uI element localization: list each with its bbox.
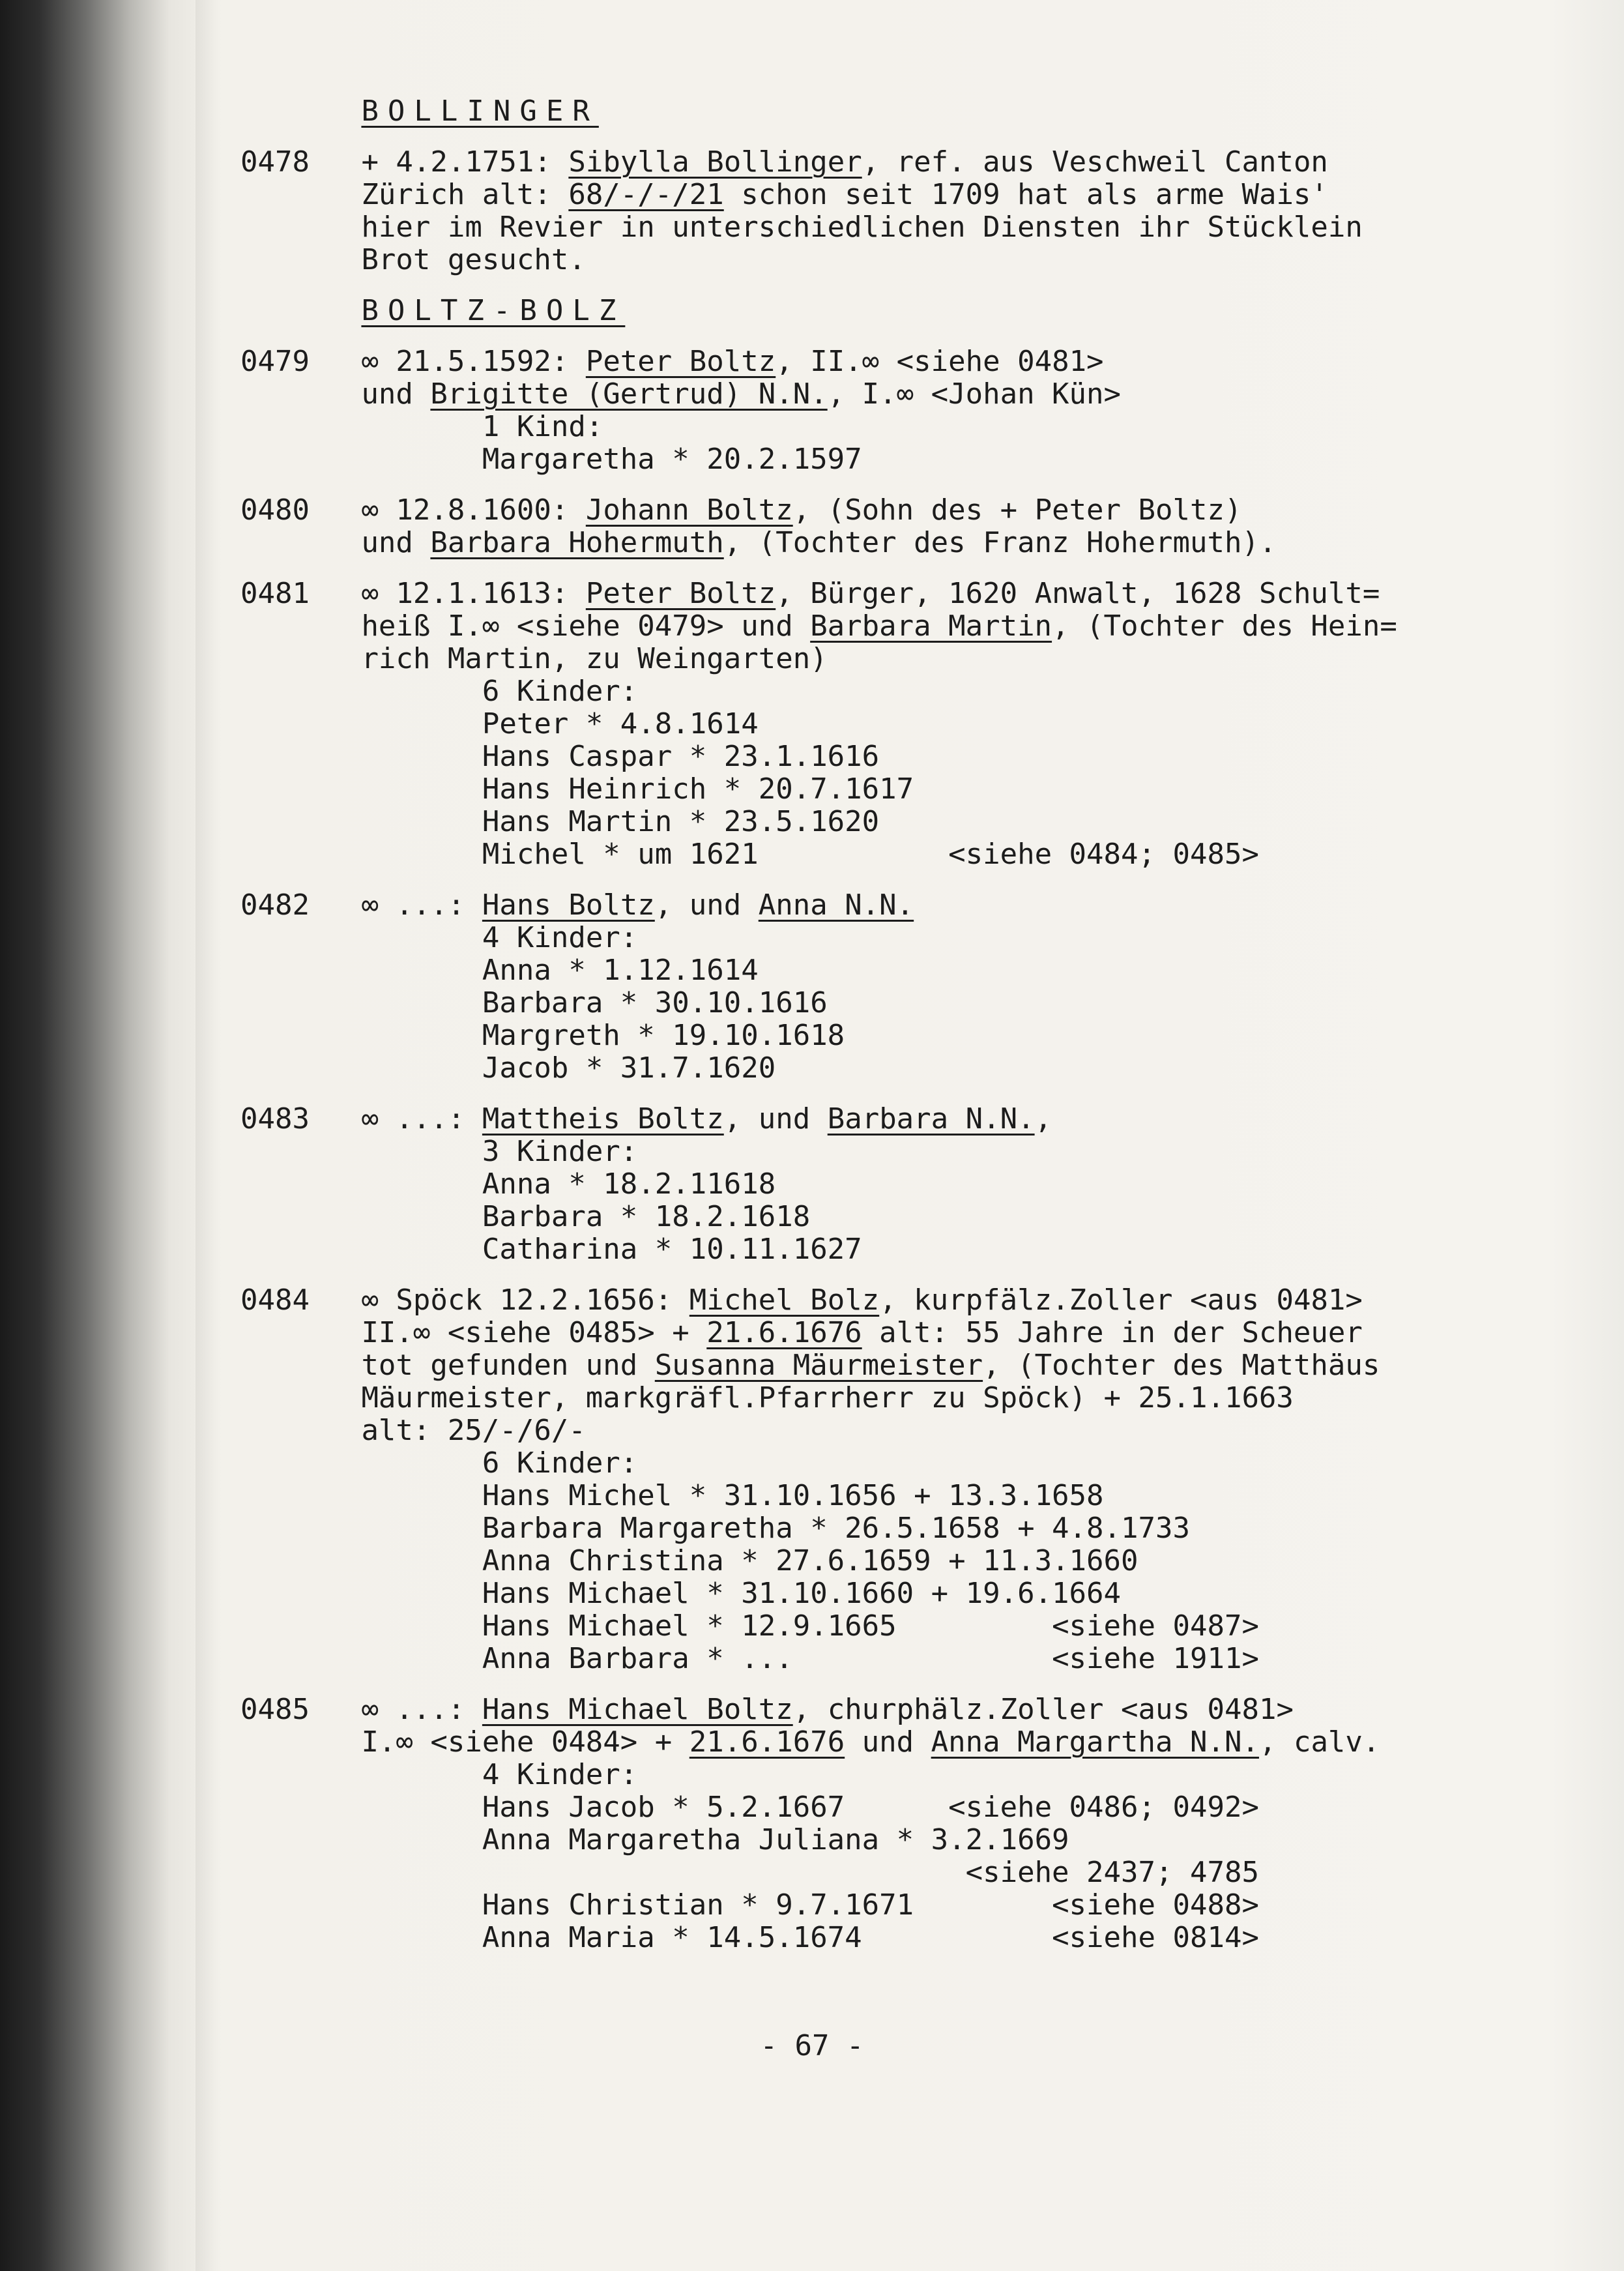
entry-text: und (361, 377, 431, 411)
family-heading-text: BOLTZ-BOLZ (361, 294, 626, 327)
entry-line (240, 443, 1570, 476)
entry-line (240, 1545, 1570, 1577)
underlined-name: Anna N.N. (758, 888, 914, 922)
entry-text: , (Tochter des Matthäus (983, 1349, 1380, 1382)
entry-text: Peter * 4.8.1614 (482, 707, 759, 740)
underlined-name: Barbara N.N. (827, 1102, 1035, 1136)
entry-text: , und (654, 888, 759, 922)
entry-line (240, 179, 1570, 211)
entry-line (240, 1136, 1570, 1168)
entry-text: Hans Martin * 23.5.1620 (482, 805, 880, 838)
entry-0478 (240, 146, 1570, 276)
entry-text: Mäurmeister, markgräfl.Pfarrherr zu Spöck) + 25.1.1663 (361, 1381, 1294, 1414)
entry-line (240, 1233, 1570, 1266)
entry-line (240, 1512, 1570, 1545)
entry-text: Hans Jacob * 5.2.1667 (482, 1791, 845, 1824)
entry-text: tot gefunden und (361, 1349, 655, 1382)
entry-text: Barbara * 30.10.1616 (482, 986, 828, 1019)
entry-text: Margreth * 19.10.1618 (482, 1019, 845, 1052)
entry-text: , Bürger, 1620 Anwalt, 1628 Schult= (776, 577, 1380, 610)
entry-text: II.∞ <siehe 0485> + (361, 1316, 707, 1349)
cross-reference: <siehe 0488> (1052, 1888, 1259, 1922)
underlined-name: Brigitte (Gertrud) N.N. (430, 377, 828, 411)
entry-line (240, 1577, 1570, 1610)
entry-line (240, 1414, 1570, 1447)
entry-text: Hans Heinrich * 20.7.1617 (482, 772, 914, 806)
entry-line (240, 1759, 1570, 1791)
entry-id: 0479 (240, 345, 310, 378)
entry-text: ∞ ...: (361, 888, 482, 922)
genealogy-entries (240, 86, 1570, 1954)
underlined-name: Sibylla Bollinger (568, 145, 862, 179)
entry-id: 0480 (240, 493, 310, 527)
entry-text: , (Sohn des + Peter Boltz) (792, 493, 1242, 527)
entry-line (240, 244, 1570, 276)
entry-id: 0482 (240, 888, 310, 922)
entry-text: Anna * 18.2.11618 (482, 1167, 776, 1201)
entry-line (240, 643, 1570, 675)
entry-line (240, 1317, 1570, 1349)
entry-text: alt: 25/-/6/- (361, 1414, 586, 1447)
entry-text: Catharina * 10.11.1627 (482, 1233, 862, 1266)
entry-spacer (240, 1675, 1570, 1693)
page-number: - 67 - (760, 2029, 864, 2062)
underlined-name: 21.6.1676 (689, 1725, 845, 1759)
underlined-name: Peter Boltz (585, 345, 776, 378)
entry-line (240, 1693, 1570, 1726)
entry-text: Hans Michael * 31.10.1660 + 19.6.1664 (482, 1577, 1122, 1610)
entry-line (240, 345, 1570, 378)
entry-line (240, 1168, 1570, 1201)
entry-text: alt: 55 Jahre in der Scheuer (862, 1316, 1363, 1349)
entry-text: , II.∞ <siehe 0481> (776, 345, 1104, 378)
entry-line (240, 1447, 1570, 1480)
entry-line (240, 211, 1570, 244)
entry-text: heiß I.∞ <siehe 0479> und (361, 609, 811, 643)
entry-text: Anna Margaretha Juliana * 3.2.1669 (482, 1823, 1069, 1856)
entry-text: ∞ 12.1.1613: (361, 577, 586, 610)
entry-spacer (240, 559, 1570, 578)
entry-id: 0485 (240, 1693, 310, 1726)
entry-text: , und (723, 1102, 828, 1136)
underlined-name: Michel Bolz (689, 1283, 880, 1317)
entry-text: Brot gesucht. (361, 243, 586, 276)
underlined-name: Peter Boltz (585, 577, 776, 610)
entry-line (240, 578, 1570, 610)
entry-line (240, 527, 1570, 559)
entry-id: 0483 (240, 1102, 310, 1136)
entry-text: 4 Kinder: (482, 921, 638, 954)
entry-text: Barbara * 18.2.1618 (482, 1200, 811, 1233)
entry-line (240, 773, 1570, 806)
underlined-name: Hans Michael Boltz (482, 1693, 793, 1726)
underlined-name: Susanna Mäurmeister (654, 1349, 983, 1382)
entry-text: , (Tochter des Hein= (1052, 609, 1397, 643)
entry-text: Hans Michael * 12.9.1665 (482, 1609, 897, 1643)
entry-text: ∞ ...: (361, 1102, 482, 1136)
entry-line (240, 1382, 1570, 1414)
entry-text: , (1034, 1102, 1052, 1136)
entry-line (240, 1643, 1570, 1675)
entry-text: Hans Michel * 31.10.1656 + 13.3.1658 (482, 1479, 1104, 1512)
entry-line (240, 1284, 1570, 1317)
entry-line (240, 838, 1570, 871)
section-spacer (240, 276, 1570, 295)
entry-text: 6 Kinder: (482, 1446, 638, 1480)
entry-text: , (Tochter des Franz Hohermuth). (723, 526, 1277, 559)
cross-reference: <siehe 2437; 4785 (965, 1856, 1259, 1889)
entry-line (240, 1856, 1570, 1889)
entry-text: Anna Christina * 27.6.1659 + 11.3.1660 (482, 1544, 1138, 1577)
entry-text: 1 Kind: (482, 410, 603, 443)
cross-reference: <siehe 0814> (1052, 1921, 1259, 1954)
entry-text: ∞ 12.8.1600: (361, 493, 586, 527)
entry-id: 0484 (240, 1283, 310, 1317)
entry-text: Jacob * 31.7.1620 (482, 1051, 776, 1085)
underlined-name: Hans Boltz (482, 888, 655, 922)
entry-text: ∞ 21.5.1592: (361, 345, 586, 378)
entry-line (240, 1052, 1570, 1085)
entry-text: und (361, 526, 431, 559)
underlined-name: Barbara Hohermuth (430, 526, 724, 559)
entry-line (240, 1019, 1570, 1052)
entry-0485 (240, 1693, 1570, 1954)
entry-0480 (240, 494, 1570, 559)
entry-text: , I.∞ <Johan Kün> (827, 377, 1122, 411)
entry-0481 (240, 578, 1570, 871)
entry-text: Margaretha * 20.2.1597 (482, 443, 862, 476)
entry-text: hier im Revier in unterschiedlichen Diensten ihr Stücklein (361, 211, 1363, 244)
entry-text: I.∞ <siehe 0484> + (361, 1725, 689, 1759)
entry-line (240, 740, 1570, 773)
entry-spacer (240, 1266, 1570, 1284)
entry-text: Anna * 1.12.1614 (482, 954, 759, 987)
entry-0484 (240, 1284, 1570, 1675)
entry-0479 (240, 345, 1570, 476)
entry-line (240, 1726, 1570, 1759)
entry-text: Zürich alt: (361, 178, 569, 211)
entry-text: , churphälz.Zoller <aus 0481> (792, 1693, 1294, 1726)
entry-text: Michel * um 1621 (482, 838, 759, 871)
entry-line (240, 1791, 1570, 1824)
family-heading-text: BOLLINGER (361, 95, 599, 128)
underlined-name: 68/-/-/21 (568, 178, 724, 211)
section-spacer (240, 86, 1570, 95)
entry-text: Barbara Margaretha * 26.5.1658 + 4.8.1733 (482, 1512, 1190, 1545)
cross-reference: <siehe 0484; 0485> (948, 838, 1259, 871)
entry-0483 (240, 1103, 1570, 1266)
entry-text: , calv. (1258, 1725, 1380, 1759)
entry-line (240, 889, 1570, 922)
entry-spacer (240, 128, 1570, 146)
underlined-name: 21.6.1676 (706, 1316, 862, 1349)
underlined-name: Mattheis Boltz (482, 1102, 724, 1136)
entry-spacer (240, 476, 1570, 494)
entry-id: 0478 (240, 145, 310, 179)
family-heading (240, 95, 1570, 128)
entry-line (240, 922, 1570, 954)
entry-line (240, 806, 1570, 838)
entry-text: und (845, 1725, 931, 1759)
entry-0482 (240, 889, 1570, 1085)
entry-line (240, 1201, 1570, 1233)
underlined-name: Barbara Martin (810, 609, 1052, 643)
entry-line (240, 1889, 1570, 1922)
entry-text: Hans Christian * 9.7.1671 (482, 1888, 914, 1922)
entry-spacer (240, 1085, 1570, 1103)
entry-spacer (240, 871, 1570, 889)
entry-text: Anna Maria * 14.5.1674 (482, 1921, 862, 1954)
entry-line (240, 610, 1570, 643)
entry-text: Hans Caspar * 23.1.1616 (482, 740, 880, 773)
entry-text: schon seit 1709 hat als arme Wais' (723, 178, 1328, 211)
book-gutter-shadow (196, 0, 222, 2271)
underlined-name: Anna Margartha N.N. (931, 1725, 1259, 1759)
entry-spacer (240, 327, 1570, 345)
entry-line (240, 1824, 1570, 1856)
entry-line (240, 1349, 1570, 1382)
underlined-name: Johann Boltz (585, 493, 793, 527)
entry-line (240, 146, 1570, 179)
entry-line (240, 1610, 1570, 1643)
cross-reference: <siehe 0486; 0492> (948, 1791, 1259, 1824)
entry-text: , ref. aus Veschweil Canton (862, 145, 1328, 179)
entry-text: 6 Kinder: (482, 675, 638, 708)
entry-text: 3 Kinder: (482, 1135, 638, 1168)
entry-line (240, 987, 1570, 1019)
entry-line (240, 1103, 1570, 1136)
family-heading (240, 295, 1570, 327)
entry-line (240, 1480, 1570, 1512)
entry-text: ∞ ...: (361, 1693, 482, 1726)
entry-line (240, 1922, 1570, 1954)
entry-text: rich Martin, zu Weingarten) (361, 642, 828, 675)
entry-line (240, 378, 1570, 411)
entry-text: ∞ Spöck 12.2.1656: (361, 1283, 689, 1317)
cross-reference: <siehe 0487> (1052, 1609, 1259, 1643)
entry-id: 0481 (240, 577, 310, 610)
entry-text: Anna Barbara * ... (482, 1642, 793, 1675)
entry-line (240, 954, 1570, 987)
entry-text: , kurpfälz.Zoller <aus 0481> (879, 1283, 1363, 1317)
entry-line (240, 411, 1570, 443)
entry-line (240, 494, 1570, 527)
entry-line (240, 675, 1570, 708)
entry-line (240, 708, 1570, 740)
entry-text: + 4.2.1751: (361, 145, 569, 179)
cross-reference: <siehe 1911> (1052, 1642, 1259, 1675)
entry-text: 4 Kinder: (482, 1758, 638, 1791)
